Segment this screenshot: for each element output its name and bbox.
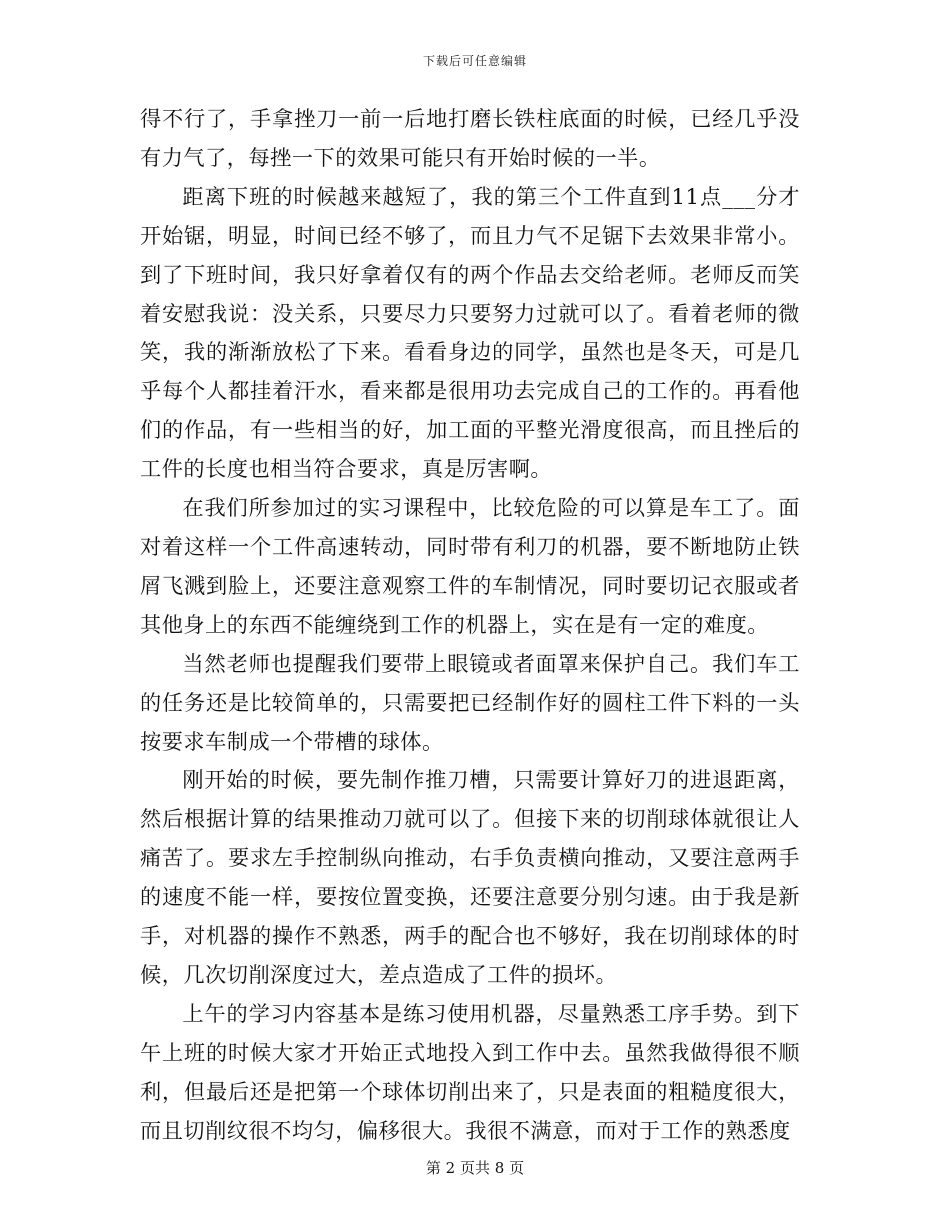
paragraph-4: 当然老师也提醒我们要带上眼镜或者面罩来保护自己。我们车工的任务还是比较简单的，只需要把已经制作好的圆柱工件下料的一头按要求车制成一个带槽的球体。	[140, 650, 800, 754]
paragraph-2: 距离下班的时候越来越短了，我的第三个工件直到11点___分才开始锯，明显，时间已经不够了，而且力气不足锯下去效果非常小。到了下班时间，我只好拿着仅有的两个作品去交给老师。老师反而笑着安慰我说：没关系，只要尽力只要努力过就可以了。看着老师的微笑，我的渐渐放松了下来。看看身边的同学，虽然也是冬天，可是几乎每个人都挂着汗水，看来都是很用功去完成自己的工作的。再看他们的作品，有一些相当的好，加工面的平整光滑度很高，而且挫后的工件的长度也相当符合要求，真是厉害啊。	[140, 183, 800, 482]
paragraph-1: 得不行了，手拿挫刀一前一后地打磨长铁柱底面的时候，已经几乎没有力气了，每挫一下的效果可能只有开始时候的一半。	[140, 106, 800, 170]
paragraph-6: 上午的学习内容基本是练习使用机器，尽量熟悉工序手势。到下午上班的时候大家才开始正式地投入到工作中去。虽然我做得很不顺利，但最后还是把第一个球体切削出来了，只是表面的粗糙度很大，而且切削纹很不均匀，偏移很大。我很不满意，而对于工作的熟悉度	[140, 1000, 800, 1143]
paragraph-3: 在我们所参加过的实习课程中，比较危险的可以算是车工了。面对着这样一个工件高速转动，同时带有利刀的机器，要不断地防止铁屑飞溅到脸上，还要注意观察工件的车制情况，同时要切记衣服或者其他身上的东西不能缠绕到工作的机器上，实在是有一定的难度。	[140, 495, 800, 637]
body-text	[140, 100, 800, 1150]
page-header: 下载后可任意编辑	[422, 54, 527, 68]
page-number: 第 2 页共 8 页	[425, 1159, 525, 1177]
paragraph-5: 刚开始的时候，要先制作推刀槽，只需要计算好刀的进退距离，然后根据计算的结果推动刀就可以了。但接下来的切削球体就很让人痛苦了。要求左手控制纵向推动，右手负责横向推动，又要注意两手的速度不能一样，要按位置变换，还要注意要分别匀速。由于我是新手，对机器的操作不熟悉，两手的配合也不够好，我在切削球体的时候，几次切削深度过大，差点造成了工件的损坏。	[140, 767, 800, 987]
